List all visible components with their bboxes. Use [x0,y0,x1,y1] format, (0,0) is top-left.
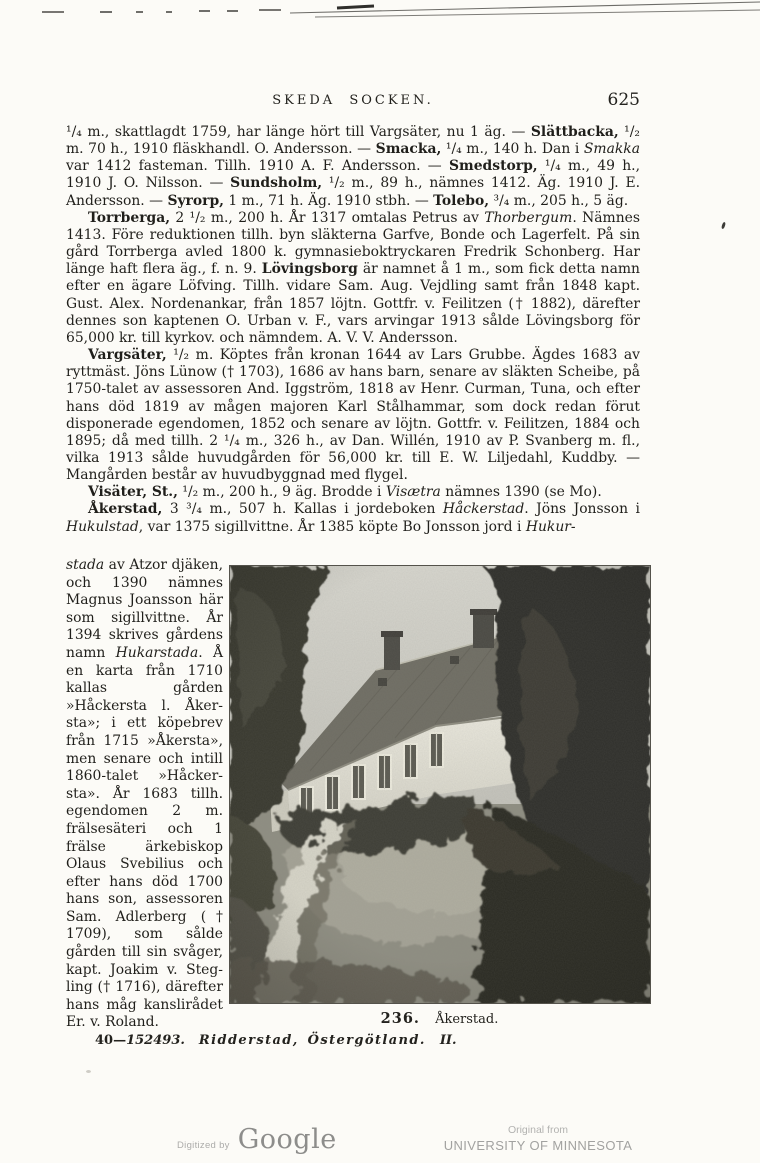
body-text [66,124,640,536]
paragraph-torrberga: Torrberga, 2 ¹/₂ m., 200 h. År 1317 omtalas Petrus av Thorbergum. Nämnes 1413. Före reduktionen tillh. byn släkterna Garfve, Bonde och Lagerfelt. På sin gård Torrberga avled 1800 k. gymnasieboktryckaren Fredrik Schonberg. Har länge haft flera äg., f. n. 9. Lövingsborg är namnet å 1 m., som fick detta namn efter en ägare Löfving. Tillh. vidare Sam. Aug. Vejdling samt från 1848 kapt. Gust. Alex. Nordenankar, från 1857 löjtn. Gottfr. v. Feilitzen († 1882), därefter dennes son kaptenen O. Urban v. F., vars arvingar 1913 sålde Lövingsborg för 65,000 kr. till kyrkov. och nämndem. A. V. V. Andersson. [66,209,641,346]
photo-figure [229,565,651,1004]
print-signature-line: 40—152493. Ridderstad, Östergötland. II. [95,1033,457,1048]
ink-speck [721,222,726,230]
photo-vignette [230,566,650,1003]
original-from-mark [438,1124,638,1153]
institution-name: UNIVERSITY OF MINNESOTA [443,1138,633,1153]
google-logo: Google [237,1124,337,1155]
paragraph-vargsater: Vargsäter, ¹/₂ m. Köptes från kronan 1644 av Lars Grubbe. Ägdes 1683 av ryttmäst. Jöns Lünow († 1703), 1686 av hans barn, senare av släkten Scheibe, på 1750-talet av assessoren And. Iggström, 1818 av Henr. Curman, Tuna, och efter hans död 1819 av mågen majoren Karl Stålhammar, som dock redan förut disponerade egendomen, 1852 och senare av löjtn. Gottfr. v. Feilitzen, 1884 och 1895; då med tillh. 2 ¹/₄ m., 326 h., av Dan. Willén, 1910 av P. Svanberg m. fl., vilka 1913 sålde huvudgården för 56,000 kr. till E. W. Liljedahl, Kuddby. — Mangården består av huvudbyggnad med flygel. [66,347,640,484]
paragraph-visater: Visäter, St., ¹/₂ m., 200 h., 9 äg. Brodde i Visætra nämnes 1390 (se Mo). [88,484,602,501]
running-title: SKEDA SOCKEN. [272,93,434,108]
page-number: 625 [607,90,640,110]
manor-photograph [230,566,650,1003]
narrow-column-text: stada av Atzor djäken, och 1390 nämnes Magnus Joansson här som sigillvittne. År 1394 skrives gårdens namn Hukarstada. Å en karta från 1710 kallas gården »Håckersta l. Åkersta»; i ett köpebrev från 1715 »Åkersta», men senare och intill 1860-talet »Håckersta». År 1683 tillh. egendomen 2 m. frälsesäteri och 1 frälse ärkebiskop Olaus Svebilius och efter hans död 1700 hans son, assessoren Sam. Adlerberg († 1709), som sålde gården till sin svåger, kapt. Joakim v. Stegling († 1716), därefter hans måg kanslirådet Er. v. Roland. [66,557,223,1031]
paragraph-continuation: ¹/₄ m., skattlagdt 1759, har länge hört till Vargsäter, nu 1 äg. — Slättbacka, ¹/₂ m. 70 h., 1910 fläskhandl. O. Andersson. — Smacka, ¹/₄ m., 140 h. Dan i Smakka var 1412 fasteman. Tillh. 1910 A. F. Andersson. — Smedstorp, ¹/₄ m., 49 h., 1910 J. O. Nilsson. — Sundsholm, ¹/₂ m., 89 h., nämnes 1412. Äg. 1910 J. E. Andersson. — Syrorp, 1 m., 71 h. Äg. 1910 stbh. — Tolebo, ³/₄ m., 205 h., 5 äg. [66,124,640,209]
scan-speck [86,1070,91,1073]
digitized-by-label: Digitized by [177,1140,230,1151]
paragraph-akerstad: Åkerstad, 3 ³/₄ m., 507 h. Kallas i jordeboken Håckerstad. Jöns Jonsson i Hukulstad, var 1375 sigillvittne. År 1385 köpte Bo Jonsson jord i Hukur- [66,501,640,535]
digitized-by-mark [177,1124,337,1155]
figure-title: Åkerstad. [435,1012,499,1027]
figure-caption [229,1008,650,1027]
figure-number: 236. [380,1010,420,1027]
original-from-label: Original from [507,1124,569,1136]
page-header [66,90,640,110]
scan-edge-artifacts [0,0,760,30]
